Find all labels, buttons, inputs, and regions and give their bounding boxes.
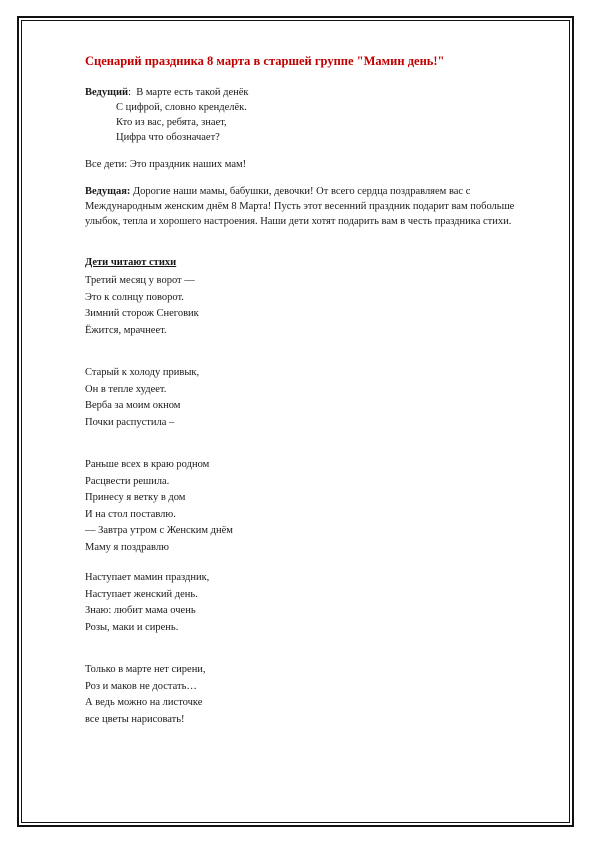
intro-speaker-punct: : (128, 87, 131, 98)
intro-line: Цифра что обозначает? (116, 132, 220, 143)
intro-line: В марте есть такой денёк (136, 87, 249, 98)
poem-stanza (85, 662, 545, 728)
poem-line: Раньше всех в краю родном (85, 459, 210, 470)
poem-line: А ведь можно на листочке (85, 697, 203, 708)
poem-line: Только в марте нет сирени, (85, 664, 206, 675)
intro-first-line (85, 85, 545, 100)
poem-line: Принесу я ветку в дом (85, 492, 186, 503)
poem-line: Старый к холоду привык, (85, 367, 200, 378)
poem-line: Зимний сторож Снеговик (85, 308, 199, 319)
poem-line: Верба за моим окном (85, 400, 181, 411)
poem-line: Он в тепле худеет. (85, 383, 167, 395)
poem-line: — Завтра утром с Женским днём (85, 525, 233, 536)
poem-line: Это к солнцу поворот. (85, 291, 184, 303)
poem-line: Третий месяц у ворот — (85, 275, 195, 286)
poem-line: Наступает женский день. (85, 588, 198, 600)
intro-line: Кто из вас, ребята, знает, (116, 117, 227, 128)
poem-line: все цветы нарисовать! (85, 713, 185, 725)
intro-verse (85, 85, 545, 145)
poem-stanza (85, 570, 545, 636)
poem-line: Почки распустила – (85, 416, 175, 428)
poem-line: Знаю: любит мама очень (85, 605, 196, 616)
section-title: Дети читают стихи (85, 257, 177, 268)
poem-stanza (85, 365, 545, 431)
document-title: Сценарий праздника 8 марта в старшей группе "Мамин день!" (85, 54, 445, 68)
poem-line: Расцвести решила. (85, 475, 170, 487)
poem-line: Роз и маков не достать… (85, 680, 197, 692)
all-children-line: Все дети: Это праздник наших мам! (85, 159, 247, 170)
intro-line: С цифрой, словно кренделёк. (116, 102, 247, 113)
poem-stanza (85, 457, 545, 556)
document-content (85, 54, 545, 728)
poem-stanza (85, 273, 545, 339)
host-speaker: Ведущая: (85, 186, 131, 197)
intro-speaker: Ведущий (85, 87, 129, 98)
host-speech-text: Дорогие наши мамы, бабушки, девочки! От всего сердца поздравляем вас с Международным женским днём 8 Марта! Пусть этот весенний праздник подарит вам побольше улыбок, тепла и хорошего настроения. Наши дети хотят подарить вам в честь праздника стихи. (85, 186, 515, 227)
poem-line: Розы, маки и сирень. (85, 621, 179, 633)
host-speech (85, 184, 535, 229)
poem-line: Маму я поздравлю (85, 541, 169, 553)
poem-line: Наступает мамин праздник, (85, 572, 210, 583)
poem-line: Ёжится, мрачнеет. (85, 324, 167, 336)
poem-line: И на стол поставлю. (85, 508, 176, 520)
